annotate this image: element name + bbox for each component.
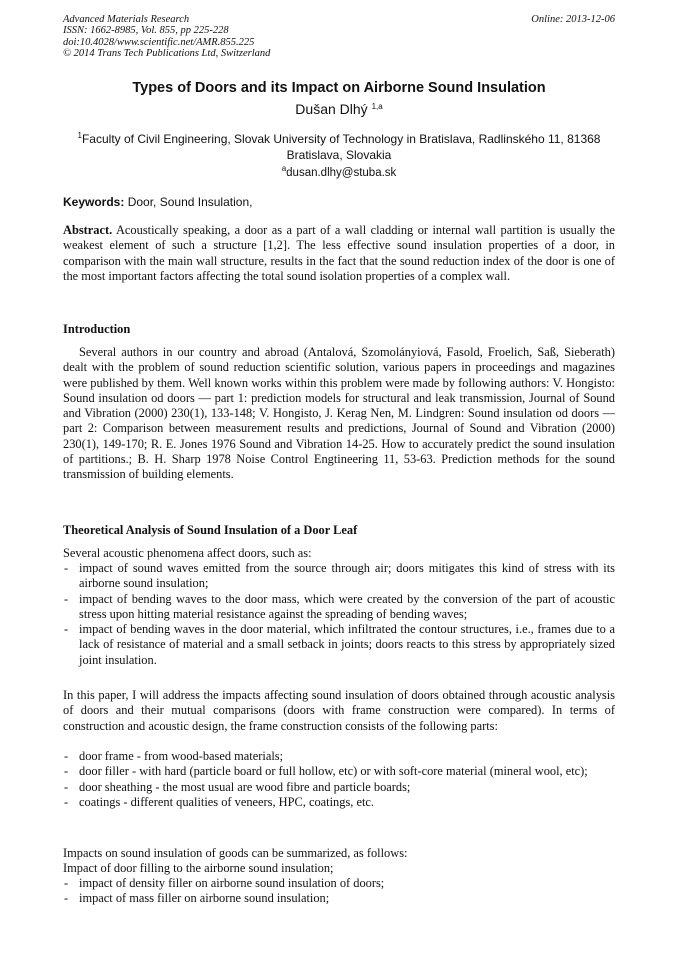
keywords-text: Door, Sound Insulation,: [127, 195, 253, 209]
list-item: - door sheathing - the most usual are wood fibre and particle boards;: [63, 780, 615, 795]
abstract-label: Abstract.: [63, 223, 113, 237]
keywords: [63, 195, 252, 209]
impacts-paragraph: [63, 846, 615, 877]
list-item: - impact of sound waves emitted from the source through air; doors mitigates this kind of stress with its airborne sound insulation;: [63, 561, 615, 592]
theory-heading: Theoretical Analysis of Sound Insulation of a Door Leaf: [63, 523, 358, 537]
impacts-filling-line: Impact of door filling to the airborne sound insulation;: [63, 861, 334, 876]
list-item: - impact of density filler on airborne sound insulation of doors;: [63, 876, 615, 891]
author-name: Dušan Dlhý: [295, 101, 368, 117]
list-item: - door filler - with hard (particle board or full hollow, etc) or with soft-core material (mineral wool, etc);: [63, 764, 615, 779]
affiliation-text: Faculty of Civil Engineering, Slovak University of Technology in Bratislava, Radlinského 11, 81368 Bratislava, Slovakia: [81, 132, 601, 162]
journal-header: [63, 14, 270, 60]
parts-list: [63, 749, 615, 810]
introduction-heading: Introduction: [63, 322, 131, 336]
introduction-paragraph: Several authors in our country and abroad (Antalová, Szomolányiová, Fasold, Froelich, Saß, Sieberath) dealt with the problem of sound reduction scientific solution, various papers in proceedings and magazines were published by them. Well known works within this problem were made by following authors: V. Hongisto: Sound insulation od doors — part 1: prediction models for structural and leak transmission, Journal of Sound and Vibration (2000) 230(1), 133-148; V. Hongisto, J. Kerag Nen, M. Lindgren: Sound insulation od doors — part 2: Comparison between measurement results and predictions, Journal of Sound and Vibration (2000) 230(1), 149-170; R. E. Jones 1976 Sound and Vibration 14-25. How to accurately predict the sound insulation of partitions.; B. H. Sharp 1978 Noise Control Engtineering 11, 53-63. Prediction methods for the sound transmission of building elements.: [63, 345, 615, 482]
copyright-line: © 2014 Trans Tech Publications Ltd, Switzerland: [63, 48, 271, 60]
email-line: [0, 164, 678, 179]
online-date: Online: 2013-12-06: [531, 14, 615, 25]
keywords-label: Keywords:: [63, 195, 125, 209]
author-superscript: 1,a: [371, 102, 383, 111]
paper-title: Types of Doors and its Impact on Airborne Sound Insulation: [132, 80, 546, 96]
abstract: [63, 223, 615, 284]
journal-name: Advanced Materials Research: [63, 14, 190, 25]
list-item: - door frame - from wood-based materials;: [63, 749, 615, 764]
list-item: - impact of bending waves to the door mass, which were created by the conversion of the part of acoustic stress upon hitting material resistance against the spreading of bending waves;: [63, 592, 615, 623]
construction-paragraph: In this paper, I will address the impacts affecting sound insulation of doors obtained through acoustic analysis of doors and their mutual comparisons (doors with frame construction were compared). In terms of construction and acoustic design, the frame construction consists of the following parts:: [63, 688, 615, 733]
theory-intro: Several acoustic phenomena affect doors, such as:: [63, 546, 312, 560]
affiliation-superscript: 1: [77, 131, 82, 140]
impacts-list: [63, 876, 615, 907]
abstract-text: Acoustically speaking, a door as a part of a wall cladding or internal wall partition is usually the weakest element of such a structure [1,2]. The less effective sound insulation properties of a door, in comparison with the main wall structure, results in the fact that the sound reduction index of the door is one of the most important factors affecting the total sound isolation properties of a complex wall.: [63, 223, 616, 283]
list-item: - coatings - different qualities of veneers, HPC, coatings, etc.: [63, 795, 615, 810]
author-email: dusan.dlhy@stuba.sk: [286, 167, 397, 179]
doi-line: doi:10.4028/www.scientific.net/AMR.855.225: [63, 36, 255, 48]
issn-line: ISSN: 1662-8985, Vol. 855, pp 225-228: [63, 25, 229, 37]
phenomena-list: [63, 561, 615, 668]
list-item: - impact of mass filler on airborne sound insulation;: [63, 891, 615, 906]
impacts-summary-line: Impacts on sound insulation of goods can be summarized, as follows:: [63, 846, 408, 860]
email-superscript: a: [281, 164, 287, 173]
list-item: - impact of bending waves in the door material, which infiltrated the contour structures, i.e., frames due to a lack of resistance of material and a small setback in joints; doors reacts to this stress by appropriately sized joint insulation.: [63, 622, 615, 668]
author-line: [0, 101, 678, 117]
affiliation: [63, 131, 615, 163]
